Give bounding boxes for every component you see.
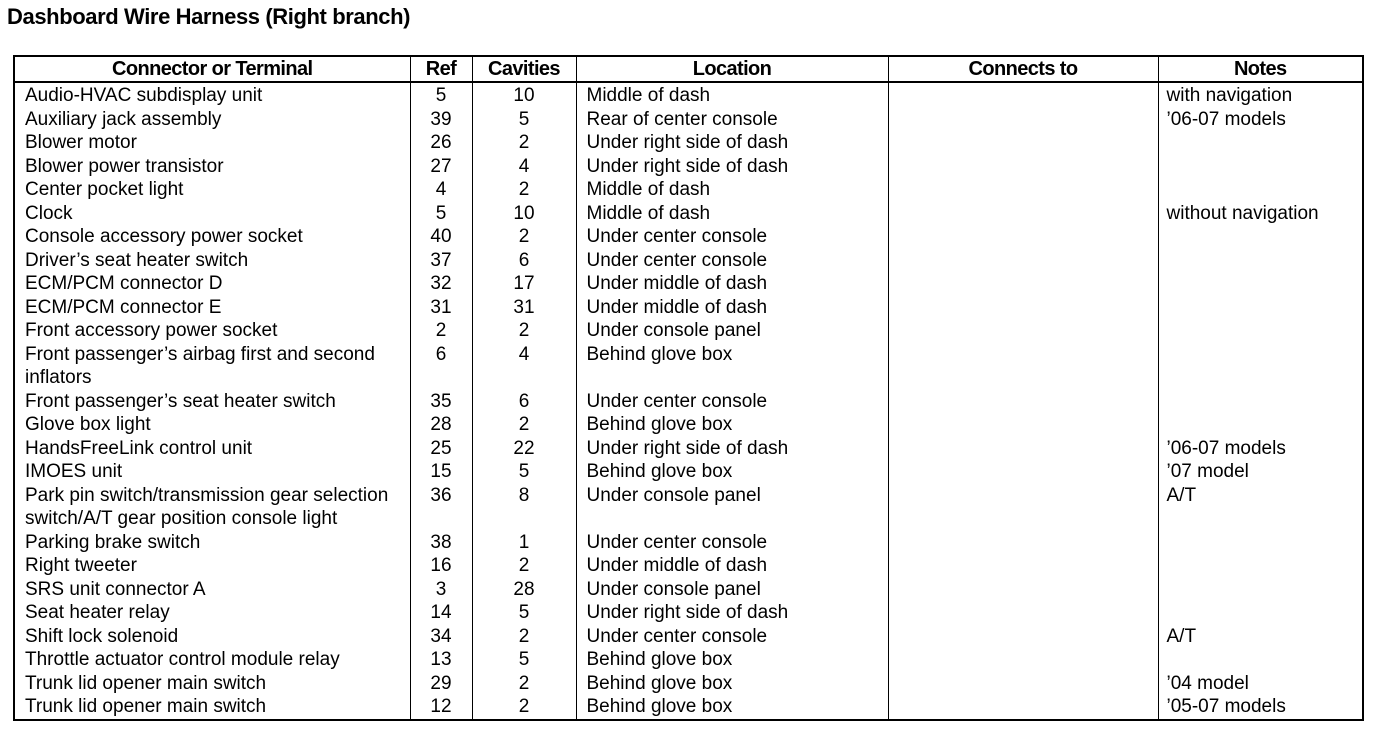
cell-connects-to	[888, 108, 1158, 132]
cell-ref: 38	[410, 531, 472, 555]
table-row	[14, 319, 1363, 343]
cell-cavities: 5	[472, 460, 576, 484]
cell-cavities: 2	[472, 131, 576, 155]
cell-connects-to	[888, 178, 1158, 202]
cell-cavities: 10	[472, 202, 576, 226]
cell-location: Under console panel	[576, 484, 888, 531]
table-row	[14, 178, 1363, 202]
cell-cavities: 2	[472, 625, 576, 649]
cell-ref: 40	[410, 225, 472, 249]
cell-connector: Console accessory power socket	[25, 226, 303, 247]
cell-location: Middle of dash	[576, 202, 888, 226]
cell-location: Under right side of dash	[576, 601, 888, 625]
header-notes: Notes	[1158, 56, 1363, 82]
cell-cavities: 28	[472, 578, 576, 602]
cell-connector: Seat heater relay	[25, 602, 170, 623]
cell-location: Middle of dash	[576, 178, 888, 202]
table-row	[14, 202, 1363, 226]
cell-notes: ’06-07 models	[1158, 437, 1363, 461]
table-header	[14, 56, 1363, 82]
header-connects-to: Connects to	[888, 56, 1158, 82]
table-row	[14, 343, 1363, 390]
header-connector: Connector or Terminal	[14, 56, 410, 82]
cell-connects-to	[888, 390, 1158, 414]
cell-connects-to	[888, 625, 1158, 649]
table-row	[14, 648, 1363, 672]
cell-notes	[1158, 319, 1363, 343]
cell-cavities: 2	[472, 319, 576, 343]
cell-connector: Blower motor	[25, 132, 137, 153]
cell-connects-to	[888, 695, 1158, 720]
cell-notes	[1158, 554, 1363, 578]
cell-notes	[1158, 225, 1363, 249]
cell-connects-to	[888, 249, 1158, 273]
cell-connector: Throttle actuator control module relay	[25, 649, 340, 670]
cell-notes: ’05-07 models	[1158, 695, 1363, 720]
cell-connects-to	[888, 648, 1158, 672]
cell-connector: Park pin switch/transmission gear selection switch/A/T gear position console light	[25, 484, 389, 529]
cell-notes: without navigation	[1158, 202, 1363, 226]
cell-cavities: 2	[472, 695, 576, 720]
cell-ref: 31	[410, 296, 472, 320]
cell-cavities: 8	[472, 484, 576, 531]
cell-ref: 5	[410, 82, 472, 108]
cell-location: Behind glove box	[576, 343, 888, 390]
cell-location: Behind glove box	[576, 460, 888, 484]
cell-connector: Center pocket light	[25, 179, 184, 200]
cell-cavities: 5	[472, 601, 576, 625]
cell-location: Behind glove box	[576, 672, 888, 696]
cell-location: Under right side of dash	[576, 131, 888, 155]
cell-ref: 28	[410, 413, 472, 437]
cell-ref: 3	[410, 578, 472, 602]
cell-notes	[1158, 272, 1363, 296]
cell-location: Under middle of dash	[576, 554, 888, 578]
cell-connects-to	[888, 554, 1158, 578]
cell-ref: 4	[410, 178, 472, 202]
cell-notes	[1158, 648, 1363, 672]
table-row	[14, 249, 1363, 273]
cell-ref: 36	[410, 484, 472, 531]
cell-connects-to	[888, 202, 1158, 226]
cell-ref: 13	[410, 648, 472, 672]
cell-connects-to	[888, 484, 1158, 531]
cell-connector: Glove box light	[25, 414, 151, 435]
cell-ref: 35	[410, 390, 472, 414]
table-row	[14, 108, 1363, 132]
table-row	[14, 437, 1363, 461]
cell-connector: Clock	[25, 202, 73, 224]
cell-connects-to	[888, 82, 1158, 108]
cell-ref: 37	[410, 249, 472, 273]
cell-connector: ECM/PCM connector D	[25, 273, 223, 294]
cell-location: Rear of center console	[576, 108, 888, 132]
cell-location: Under center console	[576, 249, 888, 273]
cell-notes: A/T	[1158, 625, 1363, 649]
harness-table	[13, 55, 1364, 721]
cell-notes	[1158, 578, 1363, 602]
cell-location: Behind glove box	[576, 648, 888, 672]
cell-cavities: 22	[472, 437, 576, 461]
cell-notes	[1158, 155, 1363, 179]
cell-notes	[1158, 343, 1363, 390]
cell-connects-to	[888, 578, 1158, 602]
cell-notes: with navigation	[1158, 82, 1363, 108]
cell-location: Under console panel	[576, 319, 888, 343]
cell-location: Under center console	[576, 531, 888, 555]
cell-connector: Trunk lid opener main switch	[25, 672, 267, 694]
table-row	[14, 554, 1363, 578]
cell-notes: ’07 model	[1158, 460, 1363, 484]
table-row	[14, 390, 1363, 414]
cell-ref: 12	[410, 695, 472, 720]
table-row	[14, 272, 1363, 296]
cell-location: Under center console	[576, 625, 888, 649]
table-row	[14, 484, 1363, 531]
table-row	[14, 131, 1363, 155]
cell-connects-to	[888, 155, 1158, 179]
header-location: Location	[576, 56, 888, 82]
cell-notes	[1158, 390, 1363, 414]
cell-ref: 29	[410, 672, 472, 696]
table-row	[14, 225, 1363, 249]
cell-connects-to	[888, 225, 1158, 249]
table-row	[14, 460, 1363, 484]
cell-notes	[1158, 178, 1363, 202]
cell-ref: 27	[410, 155, 472, 179]
cell-cavities: 1	[472, 531, 576, 555]
cell-cavities: 10	[472, 82, 576, 108]
table-row	[14, 578, 1363, 602]
cell-cavities: 17	[472, 272, 576, 296]
cell-connector: Driver’s seat heater switch	[25, 249, 249, 271]
cell-connector: HandsFreeLink control unit	[25, 437, 253, 459]
cell-ref: 2	[410, 319, 472, 343]
header-cavities: Cavities	[472, 56, 576, 82]
cell-connector: Auxiliary jack assembly	[25, 108, 222, 130]
cell-connector: SRS unit connector A	[25, 578, 206, 600]
cell-location: Under console panel	[576, 578, 888, 602]
cell-cavities: 5	[472, 648, 576, 672]
header-ref: Ref	[410, 56, 472, 82]
cell-ref: 25	[410, 437, 472, 461]
cell-connector: IMOES unit	[25, 461, 123, 482]
cell-connector: Audio-HVAC subdisplay unit	[25, 85, 263, 106]
cell-cavities: 6	[472, 249, 576, 273]
cell-connects-to	[888, 296, 1158, 320]
cell-cavities: 31	[472, 296, 576, 320]
cell-connector: Trunk lid opener main switch	[25, 696, 267, 717]
cell-cavities: 5	[472, 108, 576, 132]
cell-location: Middle of dash	[576, 82, 888, 108]
table-row	[14, 296, 1363, 320]
cell-connects-to	[888, 413, 1158, 437]
cell-ref: 6	[410, 343, 472, 390]
table-row	[14, 625, 1363, 649]
table-row	[14, 82, 1363, 108]
cell-cavities: 2	[472, 413, 576, 437]
cell-cavities: 2	[472, 225, 576, 249]
harness-table-container	[13, 55, 1364, 721]
cell-connector: Parking brake switch	[25, 531, 201, 553]
cell-notes: ’04 model	[1158, 672, 1363, 696]
cell-notes	[1158, 413, 1363, 437]
page-title: Dashboard Wire Harness (Right branch)	[7, 4, 411, 29]
table-row	[14, 531, 1363, 555]
cell-cavities: 4	[472, 343, 576, 390]
header-row	[14, 56, 1363, 82]
cell-cavities: 2	[472, 178, 576, 202]
cell-location: Under middle of dash	[576, 296, 888, 320]
cell-ref: 15	[410, 460, 472, 484]
table-body	[14, 82, 1363, 720]
cell-ref: 34	[410, 625, 472, 649]
cell-location: Under right side of dash	[576, 155, 888, 179]
table-row	[14, 155, 1363, 179]
cell-connector: Blower power transistor	[25, 155, 224, 177]
cell-notes	[1158, 601, 1363, 625]
cell-connects-to	[888, 672, 1158, 696]
cell-connector: Front accessory power socket	[25, 320, 278, 341]
cell-notes	[1158, 249, 1363, 273]
cell-ref: 5	[410, 202, 472, 226]
table-row	[14, 601, 1363, 625]
cell-connector: ECM/PCM connector E	[25, 296, 222, 318]
cell-connector: Front passenger’s seat heater switch	[25, 390, 336, 412]
cell-connects-to	[888, 272, 1158, 296]
cell-connects-to	[888, 460, 1158, 484]
cell-connector: Right tweeter	[25, 555, 137, 576]
cell-ref: 16	[410, 554, 472, 578]
cell-location: Behind glove box	[576, 695, 888, 720]
cell-notes: A/T	[1158, 484, 1363, 531]
cell-connects-to	[888, 531, 1158, 555]
cell-connects-to	[888, 437, 1158, 461]
cell-cavities: 2	[472, 672, 576, 696]
cell-ref: 39	[410, 108, 472, 132]
table-row	[14, 413, 1363, 437]
cell-location: Under center console	[576, 225, 888, 249]
cell-cavities: 4	[472, 155, 576, 179]
cell-location: Under middle of dash	[576, 272, 888, 296]
cell-cavities: 2	[472, 554, 576, 578]
cell-ref: 14	[410, 601, 472, 625]
cell-connects-to	[888, 343, 1158, 390]
table-row	[14, 672, 1363, 696]
cell-location: Under right side of dash	[576, 437, 888, 461]
cell-location: Under center console	[576, 390, 888, 414]
cell-notes	[1158, 296, 1363, 320]
cell-ref: 32	[410, 272, 472, 296]
cell-cavities: 6	[472, 390, 576, 414]
cell-connector: Shift lock solenoid	[25, 625, 179, 647]
cell-connects-to	[888, 319, 1158, 343]
cell-notes: ’06-07 models	[1158, 108, 1363, 132]
cell-connector: Front passenger’s airbag first and second inflators	[25, 343, 375, 388]
cell-ref: 26	[410, 131, 472, 155]
cell-connects-to	[888, 131, 1158, 155]
table-row	[14, 695, 1363, 720]
cell-notes	[1158, 131, 1363, 155]
cell-location: Behind glove box	[576, 413, 888, 437]
cell-notes	[1158, 531, 1363, 555]
cell-connects-to	[888, 601, 1158, 625]
